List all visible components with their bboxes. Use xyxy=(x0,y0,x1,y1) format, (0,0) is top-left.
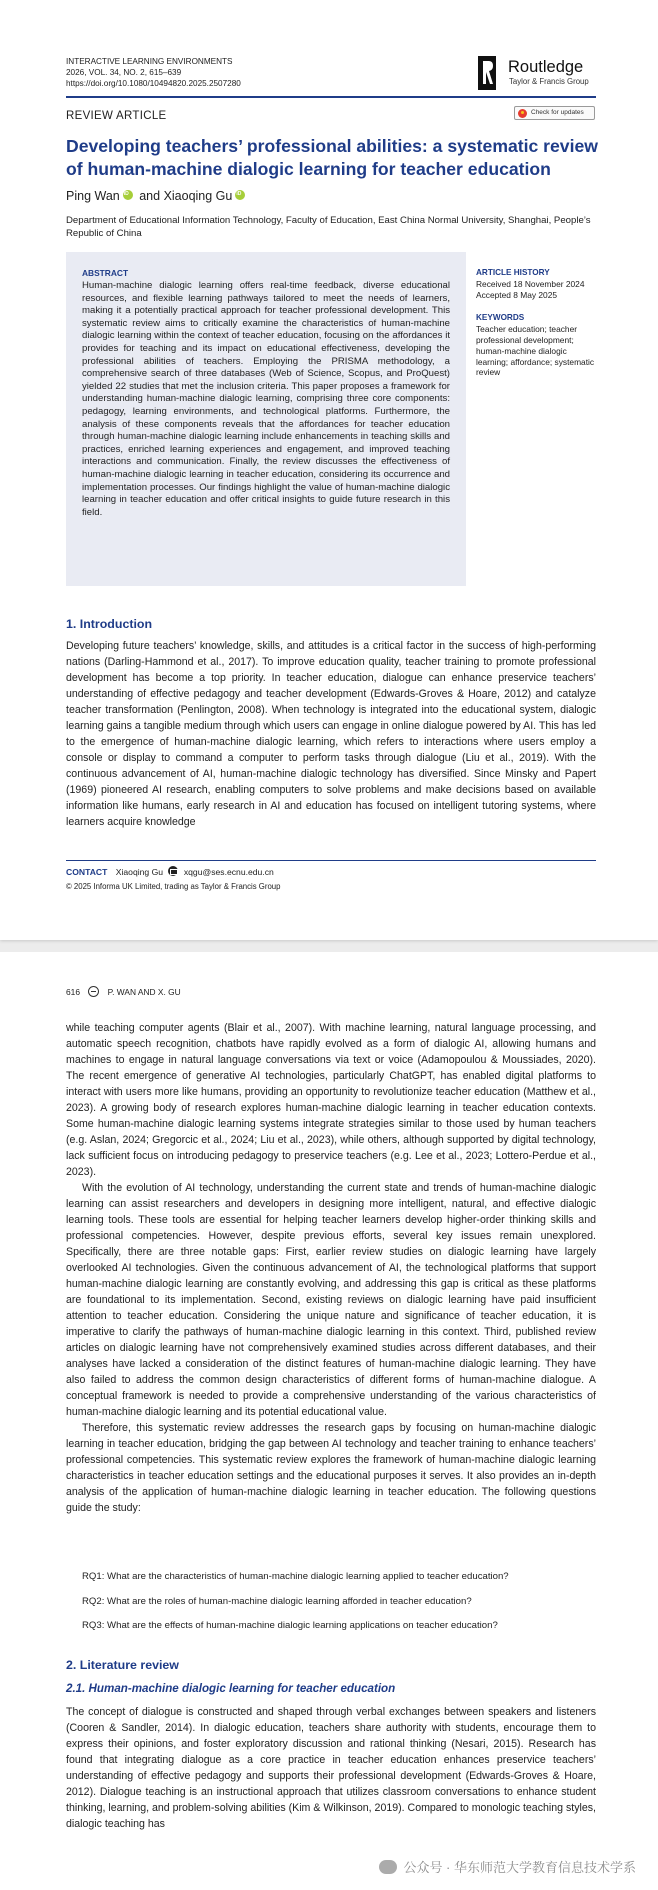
author-2[interactable]: Xiaoqing Gu xyxy=(163,189,233,203)
intro-paragraph: Developing future teachers’ knowledge, skills, and attitudes is a critical factor in the success of high-performing nations (Darling-Hammond et al., 2017). To improve education quality, teacher training to promote professional development has become a top priority. In teacher education, dialogue can enhance preservice teachers’ understanding of effective pedagogy and teacher development (Edwards-Groves & Hoare, 2012) and catalyze teacher transformation (Penlington, 2008). When technology is integrated into the educational system, dialogic learning gains a tangible medium through which users can engage in online dialogue powered by AI. This has led to the emergence of human-machine dialogic learning, which refers to interactions where users employ a console or display to command a computer to perform tasks through dialogue (Liu et al., 2019). With the continuous advancement of AI, human-machine dialogic technology has diversified. Since Minsky and Papert (1969) pioneered AI research, enabling computers to solve problems and make decisions based on available information like humans, early research in AI and education has focused on intelligent tutoring systems, where learners acquire knowledge xyxy=(66,640,596,828)
article-title: Developing teachers’ professional abilities: a systematic review of human-machine dialogic learning for teacher education xyxy=(66,136,598,179)
keywords-heading: KEYWORDS xyxy=(476,313,525,323)
research-question-3: RQ3: What are the effects of human-machine dialogic learning applications on teacher education? xyxy=(82,1620,498,1631)
paragraph-3: Therefore, this systematic review addresses the research gaps by focusing on human-machine dialogic learning in teacher education, bridging the gap between AI technology and teacher training to enhance teachers’ professional competencies. This systematic review explores the framework of human-machine dialogic learning characteristics in teacher education settings and the educational purposes it serves. It also provides an in-depth analysis of the application of human-machine dialogic learning in teacher education. The following questions guide the study: xyxy=(66,1422,596,1514)
copyright: © 2025 Informa UK Limited, trading as Taylor & Francis Group xyxy=(66,882,281,891)
contact-email[interactable]: xqgu@ses.ecnu.edu.cn xyxy=(183,867,274,877)
accepted-date: Accepted 8 May 2025 xyxy=(476,289,558,300)
paragraph-1: while teaching computer agents (Blair et al., 2007). With machine learning, natural language processing, and automatic speech recognition, chatbots have rapidly evolved as a form of dialogic AI, allowing humans and machines to engage in natural language conversations via text or voice (Adamopoulou & Moussiades, 2020). The recent emergence of generative AI technologies, particularly ChatGPT, has enabled digital platforms to interact with users more like humans, providing an opportunity to revolutionize teacher education (Matthew et al., 2023). A growing body of research explores human-machine dialogic learning in teacher education contexts. Some human-machine dialogic learning systems integrate strategies similar to those used by human teachers (e.g. Aslan, 2024; Gregorcic et al., 2024; Liu et al., 2023), while others, although supported by digital technology, lack sufficient focus on introducing pedagogy to preservice teachers (e.g. Lee et al., 2023; Lottero-Perdue et al., 2023). xyxy=(66,1022,596,1178)
keywords-text: Teacher education; teacher professional development; human-machine dialogic learning; affordance; systematic review xyxy=(476,324,595,378)
doi-link[interactable]: https://doi.org/10.1080/10494820.2025.2507280 xyxy=(66,79,241,88)
publisher-sub: Taylor & Francis Group xyxy=(509,77,589,86)
contact-name: Xiaoqing Gu xyxy=(115,867,164,877)
paragraph-4: The concept of dialogue is constructed and shaped through verbal exchanges between speakers and listeners (Cooren & Sandler, 2014). In dialogic education, teachers share authority with students, encourage them to express their opinions, and foster exploratory discussion and rational thinking (Nesari, 2015). Research has found that integrating dialogue as a core practice in teacher education enhances preservice teachers’ understanding of effective pedagogy and supports their professional development (Edwards-Groves & Hoare, 2012). Dialogue teaching is an instructional approach that utilizes classroom conversations to enhance student thinking, learning, and problem-solving abilities (Kim & Wilkinson, 2019). Compared to monologic teaching styles, dialogic teaching has xyxy=(66,1706,596,1830)
orcid-icon[interactable] xyxy=(123,190,133,200)
publisher-logo xyxy=(478,54,598,92)
mail-icon xyxy=(168,866,178,876)
research-question-2: RQ2: What are the roles of human-machine dialogic learning afforded in teacher education? xyxy=(82,1596,472,1607)
watermark xyxy=(379,1857,636,1876)
running-header xyxy=(66,986,181,997)
author-line xyxy=(66,189,248,203)
page-1 xyxy=(0,0,658,940)
history-heading: ARTICLE HISTORY xyxy=(476,268,550,277)
literature-heading: 2. Literature review xyxy=(66,1658,179,1672)
publisher-name: Routledge xyxy=(508,58,584,76)
abstract-text: Human-machine dialogic learning offers real-time feedback, diverse educational resources, and flexible learning pathways tailored to meet the needs of learners, making it a potentially practical approach for teacher professional development. This systematic review aims to critically examine the characteristics of human-machine dialogic learning within the context of teacher education, focusing on the affordances it provides for teaching and its impact on educational effectiveness, developing the professional abilities of teachers. Employing the PRISMA methodology, a comprehensive search of three databases (Web of Science, Scopus, and ProQuest) yielded 22 studies that met the inclusion criteria. This paper proposes a framework for understanding human-machine dialogic learning, comprising three core components: pedagogy, learning environments, and technological platforms. Furthermore, the analysis of these components reveals that the affordances for teacher education through human-machine dialogic learning include enhancements in teaching skills and practices, enriched learning experiences and engagement, and improved teaching interactions and communication. Finally, the review discusses the effectiveness of human-machine dialogic learning in teacher education, considering its occurrence and implementation processes. Our findings highlight the value of human-machine dialogic learning in teacher education and offer critical insights to guide future research in this field. xyxy=(82,280,450,518)
contact-label: CONTACT xyxy=(66,867,108,877)
article-type: REVIEW ARTICLE xyxy=(66,110,167,122)
author-connector: and xyxy=(139,189,161,203)
author-1[interactable]: Ping Wan xyxy=(66,189,120,203)
intro-heading: 1. Introduction xyxy=(66,617,153,631)
watermark-text: 公众号 · 华东师范大学教育信息技术学系 xyxy=(403,1860,636,1875)
journal-volume: 2026, VOL. 34, NO. 2, 615–639 xyxy=(66,68,182,77)
check-updates-label: Check for updates xyxy=(531,109,584,116)
publisher-icon xyxy=(88,986,99,997)
abstract-box xyxy=(66,252,466,586)
paragraph-2: With the evolution of AI technology, understanding the current state and trends of human-machine dialogic learning can assist researchers and developers in designing more intelligent, natural, and effective dialogic learning tools. These tools are essential for helping teacher learners develop higher-order thinking skills and professional competencies. However, despite previous efforts, several key issues remain unexplored. Specifically, there are three notable gaps: First, earlier review studies on dialogic learning have largely overlooked AI technologies. Given the continuous advancement of AI, the technological platforms that support human-machine dialogic learning are constantly evolving, and addressing this gap is critical as these platforms are foundational to its implementation. Second, existing reviews on dialogic learning have paid insufficient attention to teacher education. Considering the unique nature and significance of teacher education, it is imperative to clarify the pathways of human-machine dialogic learning in this context. Third, published review articles on dialogic learning have not comprehensively examined studies across different databases, and their analyses have lacked a consideration of the distinct features of human-machine dialogic learning. They have also failed to address the common design characteristics of different forms of human-machine dialogue. A conceptual framework is needed to provide a comprehensive understanding of the various characteristics of human-machine dialogic learning and its potential educational value. xyxy=(66,1182,596,1418)
running-authors: P. WAN AND X. GU xyxy=(107,987,181,997)
contact-info xyxy=(66,866,274,877)
abstract-heading: ABSTRACT xyxy=(82,268,129,278)
header-rule xyxy=(66,96,596,98)
page-number: 616 xyxy=(66,987,80,997)
page-2 xyxy=(0,952,658,1890)
footer-rule xyxy=(66,860,596,861)
affiliation: Department of Educational Information Technology, Faculty of Education, East China Normal University, Shanghai, People’s Republic of China xyxy=(66,215,591,239)
wechat-icon xyxy=(379,1860,397,1874)
body-section-1 xyxy=(66,1020,596,1516)
journal-name: INTERACTIVE LEARNING ENVIRONMENTS xyxy=(66,57,233,66)
orcid-icon[interactable] xyxy=(235,190,245,200)
routledge-logo-icon xyxy=(478,56,496,90)
received-date: Received 18 November 2024 xyxy=(476,278,585,289)
research-question-1: RQ1: What are the characteristics of human-machine dialogic learning applied to teacher education? xyxy=(82,1571,509,1582)
journal-info xyxy=(66,56,241,89)
body-section-2 xyxy=(66,1704,596,1832)
subsection-heading: 2.1. Human-machine dialogic learning for teacher education xyxy=(66,1682,396,1695)
article-sidebar xyxy=(476,268,601,378)
check-updates-button[interactable] xyxy=(514,106,595,120)
crossmark-icon xyxy=(518,109,527,118)
intro-text xyxy=(66,638,596,830)
